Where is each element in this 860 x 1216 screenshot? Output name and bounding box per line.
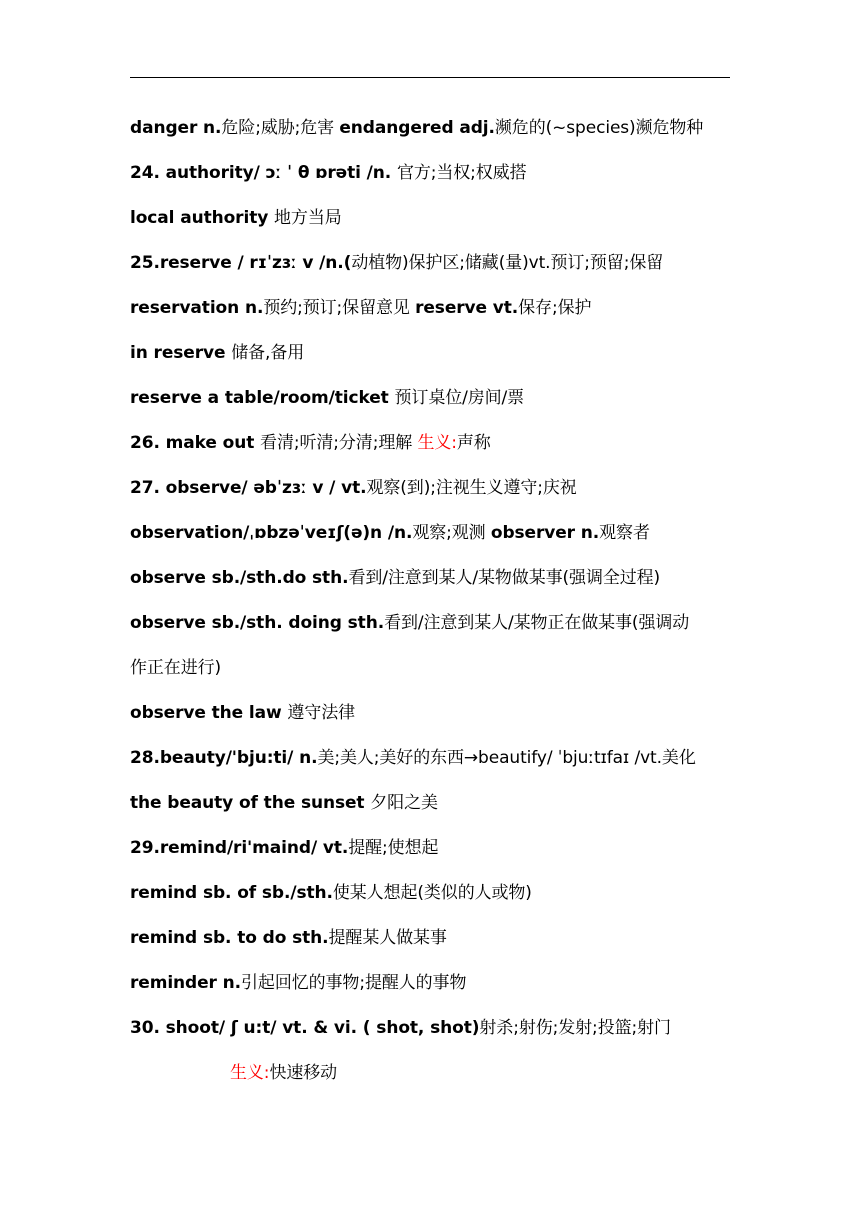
term: reserve vt.	[415, 298, 519, 318]
entry-26-make-out	[130, 423, 735, 468]
definition: 看到/注意到某人/某物做某事(强调全过程)	[348, 568, 661, 588]
definition: 提醒;使想起	[348, 838, 439, 858]
entry-29-remind	[130, 828, 735, 873]
phrase-observe-doing-continued	[130, 648, 735, 693]
term: observer n.	[490, 523, 600, 543]
phrase-reserve-a-table	[130, 378, 735, 423]
definition: 快速移动	[269, 1063, 338, 1083]
extended-meaning-label: 生义:	[230, 1063, 270, 1083]
definition: 预订桌位/房间/票	[394, 388, 525, 408]
entry-28-beauty	[130, 738, 735, 783]
definition: 危险;威胁;危害	[221, 118, 340, 138]
phrase-observe-do	[130, 558, 735, 603]
term: 25.reserve / rɪˈzɜː v /n.(	[130, 253, 352, 273]
entry-reminder	[130, 963, 735, 1008]
header-rule	[130, 77, 730, 78]
definition: 观察者	[599, 523, 650, 543]
term: the beauty of the sunset	[130, 793, 371, 813]
definition: 夕阳之美	[370, 793, 438, 813]
definition: 观察(到);注视生义遵守;庆祝	[366, 478, 577, 498]
phrase-local-authority	[130, 198, 735, 243]
definition: 官方;当权;权威搭	[396, 163, 527, 183]
extended-meaning-label: 生义:	[417, 433, 457, 453]
phrase-remind-to-do	[130, 918, 735, 963]
term: 24. authority/ ɔː ˈ θ ɒrəti /n.	[130, 163, 397, 183]
definition: 地方当局	[274, 208, 342, 228]
definition: 遵守法律	[287, 703, 356, 723]
term: 27. observe/ əbˈzɜː v / vt.	[130, 478, 367, 498]
definition: 保存;保护	[518, 298, 592, 318]
phrase-observe-doing	[130, 603, 735, 648]
entry-reservation	[130, 288, 735, 333]
term: observation/ˌɒbzəˈveɪʃ(ə)n /n.	[130, 523, 413, 543]
definition: 观察;观测	[412, 523, 491, 543]
definition: 储备,备用	[231, 343, 305, 363]
term: danger n.	[130, 118, 222, 138]
vocabulary-list	[130, 108, 735, 1098]
term: reservation n.	[130, 298, 264, 318]
definition: 美;美人;美好的东西→beautify/ ˈbjuːtɪfaɪ /vt.美化	[317, 748, 696, 768]
definition: 声称	[456, 433, 491, 453]
definition: 濒危的(~species)濒危物种	[494, 118, 704, 138]
term: endangered adj.	[339, 118, 495, 138]
definition: 看清;听清;分清;理解	[260, 433, 418, 453]
term: reserve a table/room/ticket	[130, 388, 395, 408]
term: reminder n.	[130, 973, 242, 993]
definition: 射杀;射伤;发射;投篮;射门	[479, 1018, 671, 1038]
phrase-beauty-of-sunset	[130, 783, 735, 828]
entry-observation	[130, 513, 735, 558]
entry-25-reserve	[130, 243, 735, 288]
term: observe the law	[130, 703, 288, 723]
definition: 作正在进行)	[130, 658, 222, 678]
phrase-in-reserve	[130, 333, 735, 378]
definition: 使某人想起(类似的人或物)	[332, 883, 532, 903]
definition: 预约;预订;保留意见	[263, 298, 416, 318]
term: observe sb./sth.do sth.	[130, 568, 349, 588]
term: in reserve	[130, 343, 232, 363]
term: observe sb./sth. doing sth.	[130, 613, 385, 633]
term: 28.beauty/'bju:ti/ n.	[130, 748, 318, 768]
shoot-extended-meaning	[130, 1053, 735, 1098]
entry-30-shoot	[130, 1008, 735, 1053]
term: local authority	[130, 208, 275, 228]
term: 29.remind/ri'maind/ vt.	[130, 838, 349, 858]
term: 30. shoot/ ʃ u:t/ vt. & vi. ( shot, shot)	[130, 1018, 480, 1038]
entry-27-observe	[130, 468, 735, 513]
definition: 引起回忆的事物;提醒人的事物	[241, 973, 467, 993]
definition: 看到/注意到某人/某物正在做某事(强调动	[384, 613, 690, 633]
definition: 提醒某人做某事	[328, 928, 447, 948]
term: remind sb. of sb./sth.	[130, 883, 333, 903]
term: remind sb. to do sth.	[130, 928, 329, 948]
term: 26. make out	[130, 433, 261, 453]
entry-24-authority	[130, 153, 735, 198]
entry-danger	[130, 108, 735, 153]
definition: 动植物)保护区;储藏(量)vt.预订;预留;保留	[351, 253, 664, 273]
phrase-observe-the-law	[130, 693, 735, 738]
phrase-remind-of	[130, 873, 735, 918]
